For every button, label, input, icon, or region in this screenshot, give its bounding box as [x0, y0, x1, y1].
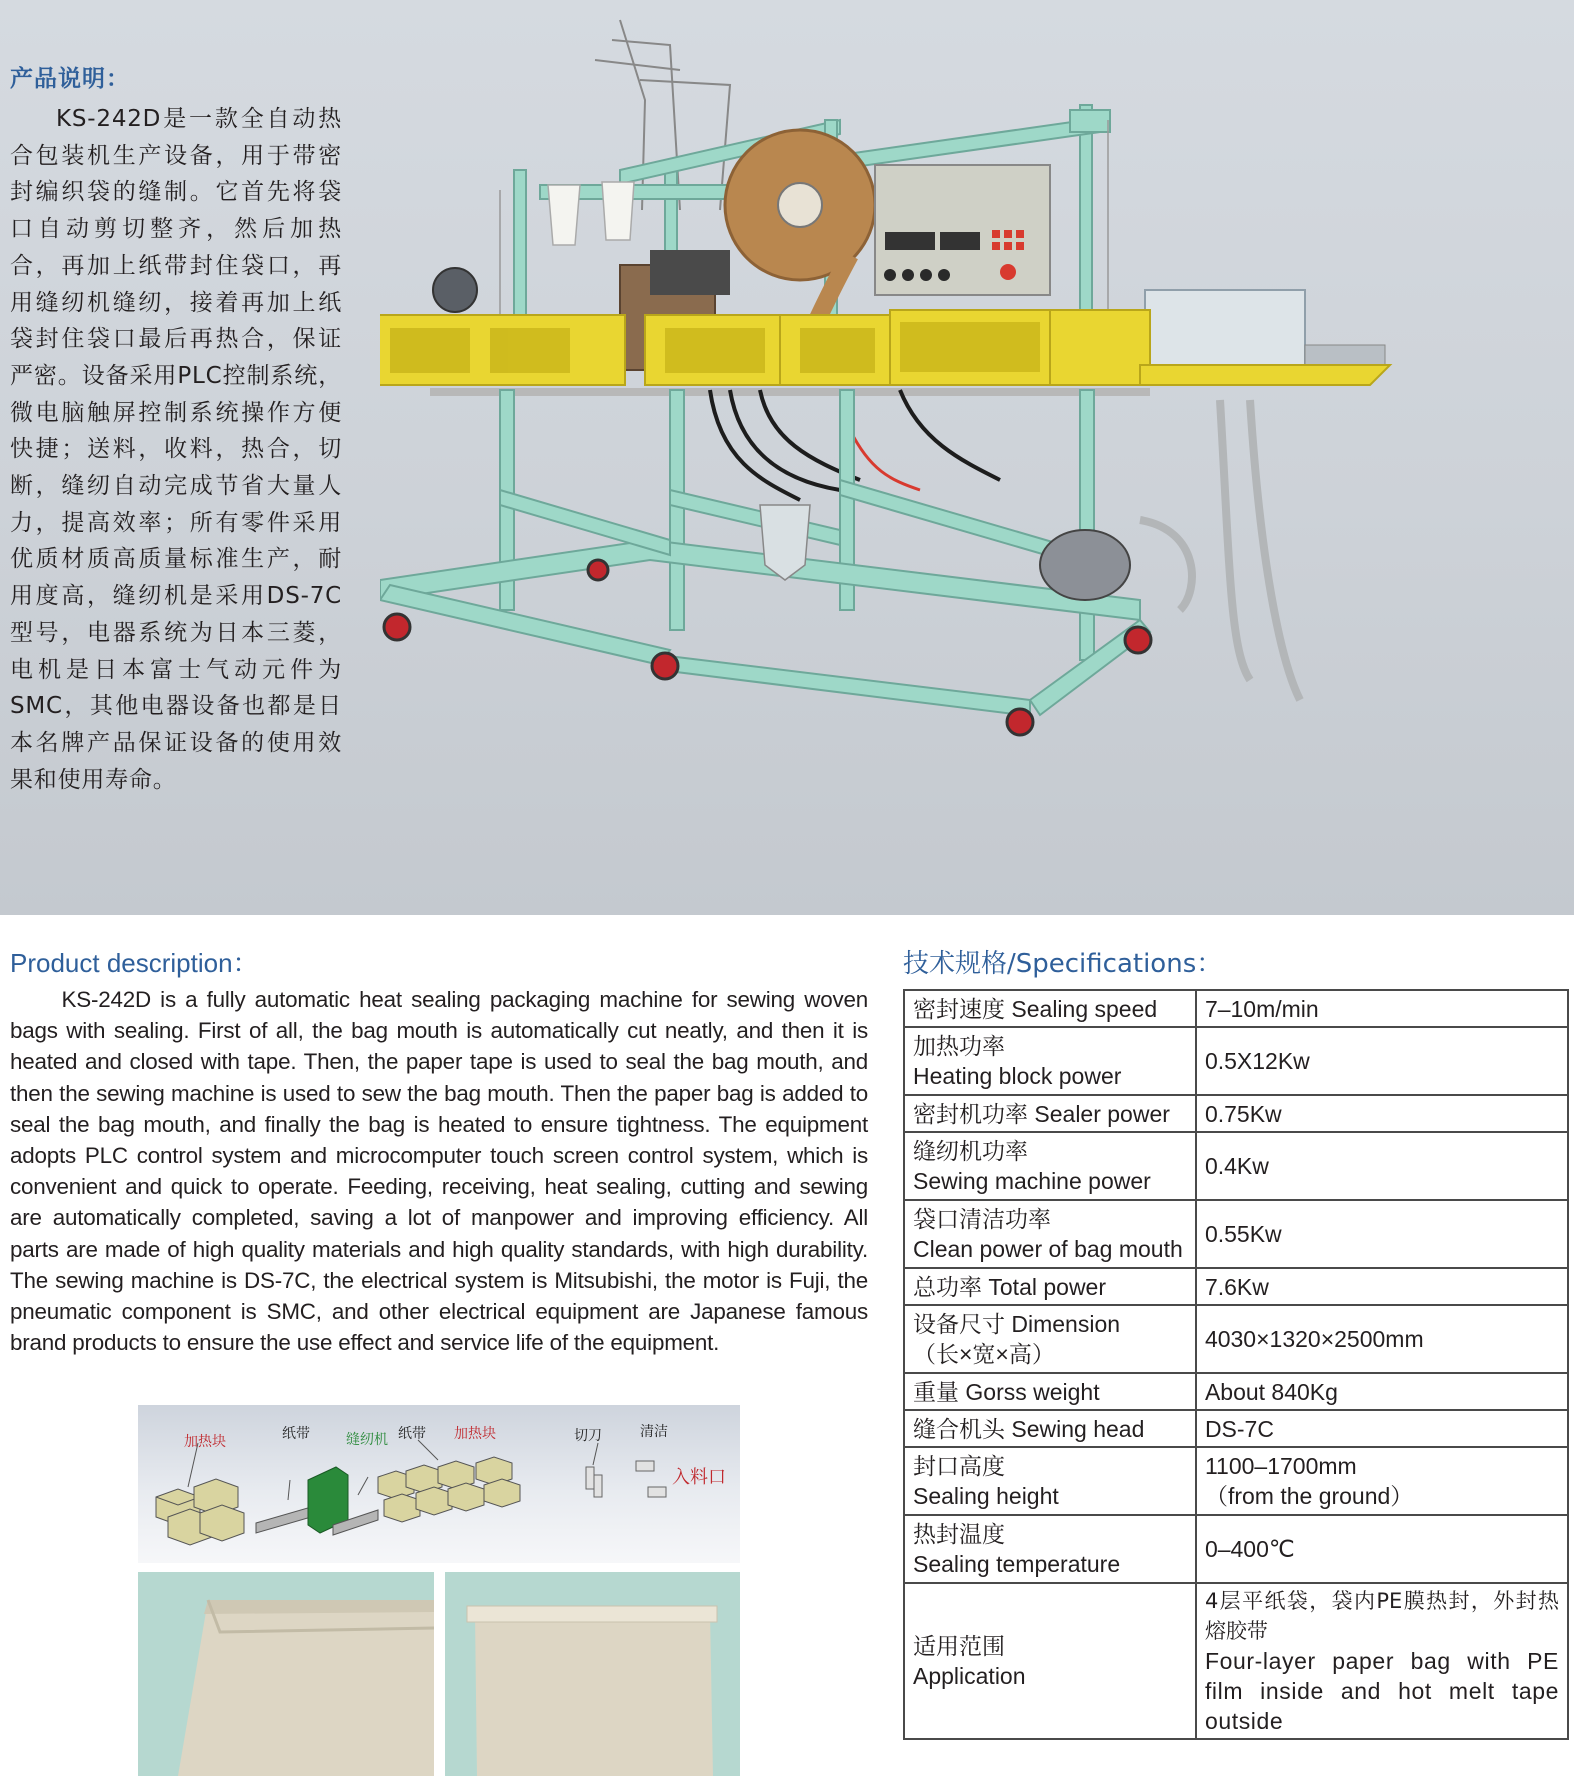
spec-label-en: Application [913, 1663, 1026, 1689]
spec-row [904, 1583, 1568, 1739]
spec-row [904, 1132, 1568, 1200]
spec-value [1196, 1583, 1568, 1739]
spec-label-en: （长×宽×高） [913, 1341, 1055, 1367]
process-diagram [138, 1405, 740, 1563]
spec-value: 4030×1320×2500mm [1196, 1305, 1568, 1373]
spec-value: 7–10m/min [1196, 990, 1568, 1027]
spec-label-cn: 袋口清洁功率 [913, 1206, 1051, 1232]
process-label-cleaning: 清洁 [640, 1424, 668, 1440]
spec-label [904, 1132, 1196, 1200]
spec-label-cn: 封口高度 [913, 1453, 1005, 1479]
spec-value: 0–400℃ [1196, 1515, 1568, 1583]
spec-row [904, 1027, 1568, 1095]
spec-row [904, 1410, 1568, 1447]
spec-row [904, 1095, 1568, 1132]
process-label-paper-tape-2: 纸带 [398, 1426, 426, 1442]
spec-value: 0.4Kw [1196, 1132, 1568, 1200]
spec-row [904, 1305, 1568, 1373]
spec-value: 7.6Kw [1196, 1268, 1568, 1305]
spec-value: 0.55Kw [1196, 1200, 1568, 1268]
bag-photo-left [138, 1572, 434, 1776]
specifications-title: 技术规格/Specifications： [903, 949, 1223, 979]
spec-label-en: Heating block power [913, 1063, 1122, 1089]
spec-row [904, 990, 1568, 1027]
spec-value-line1: 1100–1700mm [1204, 1453, 1357, 1479]
spec-row [904, 1373, 1568, 1410]
spec-label-en: Sewing machine power [913, 1168, 1151, 1194]
spec-value: 0.5X12Kw [1196, 1027, 1568, 1095]
process-label-feed-inlet: 入料口 [672, 1467, 726, 1488]
spec-label: 密封机功率 Sealer power [904, 1095, 1196, 1132]
bag-photo-right [445, 1572, 740, 1776]
process-label-sewing-machine: 缝纫机 [346, 1432, 388, 1448]
spec-value: DS-7C [1196, 1410, 1568, 1447]
spec-row [904, 1200, 1568, 1268]
spec-label [904, 1305, 1196, 1373]
spec-label-cn: 适用范围 [913, 1633, 1005, 1659]
spec-label: 密封速度 Sealing speed [904, 990, 1196, 1027]
cn-description: KS-242D是一款全自动热合包装机生产设备，用于带密封编织袋的缝制。它首先将袋口自动剪切整齐，然后加热合，再加上纸带封住袋口，再用缝纫机缝纫，接着再加上纸袋封住袋口最后再热合，保证严密。设备采用PLC控制系统，微电脑触屏控制系统操作方便快捷；送料，收料，热合，切断，缝纫自动完成节省大量人力，提高效率；所有零件采用优质材质高质量标准生产，耐用度高，缝纫机是采用DS-7C型号，电器系统为日本三菱，电机是日本富士气动元件为SMC，其他电器设备也都是日本名牌产品保证设备的使用效果和使用寿命。 [10, 106, 342, 793]
cn-section-title: 产品说明： [10, 66, 130, 92]
spec-label [904, 1027, 1196, 1095]
process-label-heating-block-2: 加热块 [454, 1426, 496, 1442]
process-label-heating-block-1: 加热块 [184, 1434, 226, 1450]
application-en: Four-layer paper bag with PE film inside and hot melt tape outside [1204, 1648, 1559, 1734]
spec-row [904, 1447, 1568, 1515]
spec-label-cn: 缝纫机功率 [913, 1138, 1028, 1164]
spec-label-en: Sealing temperature [913, 1551, 1121, 1577]
spec-label-en: Sealing height [913, 1483, 1059, 1509]
spec-row [904, 1515, 1568, 1583]
spec-value: About 840Kg [1196, 1373, 1568, 1410]
application-cn: 4层平纸袋，袋内PE膜热封，外封热熔胶带 [1204, 1589, 1559, 1643]
process-label-cutter: 切刀 [574, 1428, 602, 1444]
spec-label: 重量 Gorss weight [904, 1373, 1196, 1410]
process-label-paper-tape-1: 纸带 [282, 1426, 310, 1442]
spec-label: 总功率 Total power [904, 1268, 1196, 1305]
spec-label-cn: 设备尺寸 Dimension [913, 1311, 1121, 1337]
spec-label [904, 1583, 1196, 1739]
spec-label-cn: 热封温度 [913, 1521, 1005, 1547]
description-text: KS-242D is a fully automatic heat sealing packaging machine for sewing woven bags with sealing. First of all, the bag mouth is automatically cut neatly, and then it is heated and closed with tape. Then, the paper tape is used to seal the bag mouth, and then the sewing machine is used to sew the bag mouth. Then the paper bag is added to seal the bag mouth, and finally the bag is heated to ensure tightness. The equipment adopts PLC control system and microcomputer touch screen control system, which is convenient and quick to operate. Feeding, receiving, heat sealing, cutting and sewing are automatically completed, saving a lot of manpower and improving efficiency. All parts are made of high quality materials and high quality standards, with high durability. The sewing machine is DS-7C, the electrical system is Mitsubishi, the motor is Fuji, the pneumatic component is SMC, and other electrical equipment are Japanese famous brand products to ensure the use effect and service life of the equipment. [10, 987, 868, 1356]
spec-value: 0.75Kw [1196, 1095, 1568, 1132]
spec-label-cn: 加热功率 [913, 1033, 1005, 1059]
machine-illustration [380, 10, 1574, 910]
spec-label [904, 1515, 1196, 1583]
spec-value [1196, 1447, 1568, 1515]
spec-row [904, 1268, 1568, 1305]
specifications-table [903, 989, 1569, 1740]
spec-label [904, 1200, 1196, 1268]
spec-label-en: Clean power of bag mouth [913, 1236, 1183, 1262]
spec-value-line2: （from the ground） [1204, 1483, 1414, 1509]
spec-label [904, 1447, 1196, 1515]
spec-label: 缝合机头 Sewing head [904, 1410, 1196, 1447]
description-title: Product description： [10, 948, 259, 978]
